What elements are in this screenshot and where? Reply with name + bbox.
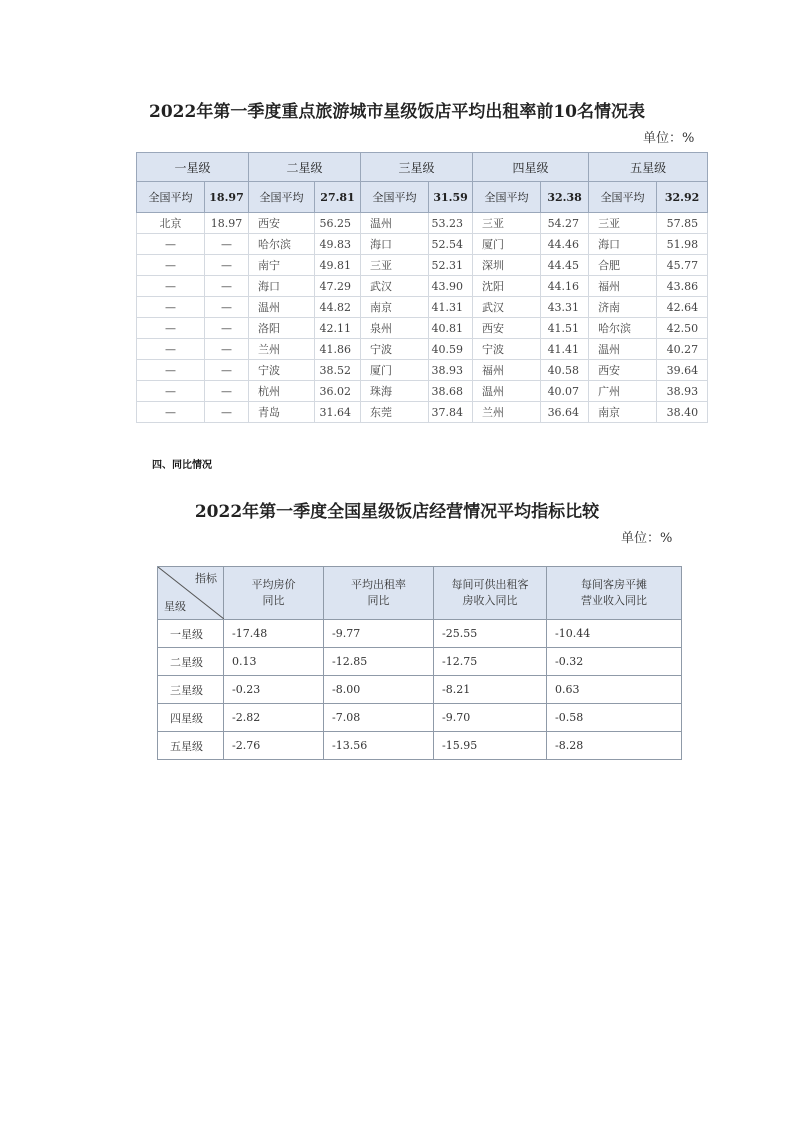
- city-cell: —: [137, 276, 205, 297]
- indicator-value-cell: -13.56: [324, 732, 434, 760]
- indicator-value-cell: -8.28: [547, 732, 682, 760]
- table1-unit: 单位：%: [643, 131, 695, 146]
- city-cell: 海口: [249, 276, 315, 297]
- section-heading: 四、同比情况: [152, 460, 212, 471]
- rate-cell: 42.50: [657, 318, 708, 339]
- table1-title: 2022年第一季度重点旅游城市星级饭店平均出租率前10名情况表: [149, 102, 645, 122]
- avg-value: 32.38: [541, 182, 589, 213]
- star-level-cell: 二星级: [158, 648, 224, 676]
- rate-cell: 41.51: [541, 318, 589, 339]
- indicator-header: 平均房价 同比: [224, 567, 324, 620]
- level-header: 一星级: [137, 153, 249, 182]
- rate-cell: —: [205, 297, 249, 318]
- city-cell: 福州: [473, 360, 541, 381]
- city-cell: —: [137, 381, 205, 402]
- city-cell: 海口: [589, 234, 657, 255]
- star-level-cell: 三星级: [158, 676, 224, 704]
- rate-cell: —: [205, 381, 249, 402]
- table-row: [137, 234, 708, 255]
- city-cell: 济南: [589, 297, 657, 318]
- table-row: [158, 732, 682, 760]
- rate-cell: —: [205, 402, 249, 423]
- indicator-header: 每间客房平摊 营业收入同比: [547, 567, 682, 620]
- rate-cell: 47.29: [315, 276, 361, 297]
- table-row: [158, 648, 682, 676]
- rate-cell: 36.64: [541, 402, 589, 423]
- rate-cell: —: [205, 234, 249, 255]
- top10-occupancy-table: [136, 152, 708, 423]
- indicator-value-cell: -0.23: [224, 676, 324, 704]
- table-row: [137, 213, 708, 234]
- city-cell: 泉州: [361, 318, 429, 339]
- indicator-value-cell: -2.82: [224, 704, 324, 732]
- rate-cell: 44.82: [315, 297, 361, 318]
- rate-cell: 40.27: [657, 339, 708, 360]
- rate-cell: 38.40: [657, 402, 708, 423]
- city-cell: 西安: [249, 213, 315, 234]
- rate-cell: —: [205, 255, 249, 276]
- rate-cell: 40.58: [541, 360, 589, 381]
- rate-cell: —: [205, 339, 249, 360]
- city-cell: 三亚: [473, 213, 541, 234]
- corner-top-label: 指标: [195, 572, 217, 585]
- rate-cell: 41.41: [541, 339, 589, 360]
- rate-cell: 43.31: [541, 297, 589, 318]
- table-row: [158, 620, 682, 648]
- avg-value: 27.81: [315, 182, 361, 213]
- city-cell: 哈尔滨: [249, 234, 315, 255]
- indicator-value-cell: -2.76: [224, 732, 324, 760]
- indicator-value-cell: -12.75: [434, 648, 547, 676]
- rate-cell: 43.86: [657, 276, 708, 297]
- city-cell: 杭州: [249, 381, 315, 402]
- rate-cell: 54.27: [541, 213, 589, 234]
- table-row: [137, 255, 708, 276]
- city-cell: 洛阳: [249, 318, 315, 339]
- city-cell: 温州: [589, 339, 657, 360]
- avg-label: 全国平均: [473, 182, 541, 213]
- avg-value: 32.92: [657, 182, 708, 213]
- yoy-indicator-table: [157, 566, 682, 760]
- rate-cell: 53.23: [429, 213, 473, 234]
- table-row: [137, 297, 708, 318]
- indicator-header: 每间可供出租客 房收入同比: [434, 567, 547, 620]
- indicator-value-cell: -12.85: [324, 648, 434, 676]
- city-cell: 北京: [137, 213, 205, 234]
- city-cell: 深圳: [473, 255, 541, 276]
- rate-cell: 40.07: [541, 381, 589, 402]
- indicator-value-cell: -0.58: [547, 704, 682, 732]
- rate-cell: 41.86: [315, 339, 361, 360]
- rate-cell: 52.31: [429, 255, 473, 276]
- avg-value: 31.59: [429, 182, 473, 213]
- rate-cell: —: [205, 360, 249, 381]
- top10-table-body: [137, 213, 708, 423]
- indicator-value-cell: -25.55: [434, 620, 547, 648]
- national-average-row: [137, 182, 708, 213]
- city-cell: 东莞: [361, 402, 429, 423]
- indicator-value-cell: -15.95: [434, 732, 547, 760]
- city-cell: 海口: [361, 234, 429, 255]
- star-level-cell: 一星级: [158, 620, 224, 648]
- level-header: 三星级: [361, 153, 473, 182]
- avg-value: 18.97: [205, 182, 249, 213]
- city-cell: 广州: [589, 381, 657, 402]
- table-row: [137, 381, 708, 402]
- city-cell: 武汉: [473, 297, 541, 318]
- city-cell: 兰州: [473, 402, 541, 423]
- city-cell: 厦门: [361, 360, 429, 381]
- diagonal-header-cell: [158, 567, 224, 620]
- city-cell: 青岛: [249, 402, 315, 423]
- city-cell: 温州: [249, 297, 315, 318]
- indicator-value-cell: -9.70: [434, 704, 547, 732]
- city-cell: —: [137, 318, 205, 339]
- indicator-value-cell: -10.44: [547, 620, 682, 648]
- city-cell: 西安: [473, 318, 541, 339]
- table2-unit: 单位：%: [621, 531, 673, 546]
- city-cell: —: [137, 339, 205, 360]
- level-header: 四星级: [473, 153, 589, 182]
- rate-cell: 42.11: [315, 318, 361, 339]
- city-cell: 合肥: [589, 255, 657, 276]
- rate-cell: 18.97: [205, 213, 249, 234]
- indicator-value-cell: 0.13: [224, 648, 324, 676]
- indicator-value-cell: -0.32: [547, 648, 682, 676]
- city-cell: 武汉: [361, 276, 429, 297]
- indicator-value-cell: -8.21: [434, 676, 547, 704]
- rate-cell: 39.64: [657, 360, 708, 381]
- rate-cell: 36.02: [315, 381, 361, 402]
- rate-cell: 44.45: [541, 255, 589, 276]
- table-row: [137, 360, 708, 381]
- city-cell: 南京: [589, 402, 657, 423]
- table-row: [137, 402, 708, 423]
- city-cell: 西安: [589, 360, 657, 381]
- indicator-header-row: [158, 567, 682, 620]
- table-row: [158, 676, 682, 704]
- rate-cell: 38.93: [657, 381, 708, 402]
- rate-cell: 38.93: [429, 360, 473, 381]
- city-cell: 温州: [473, 381, 541, 402]
- star-level-cell: 五星级: [158, 732, 224, 760]
- table-row: [137, 318, 708, 339]
- star-level-header-row: [137, 153, 708, 182]
- rate-cell: 37.84: [429, 402, 473, 423]
- table2-title: 2022年第一季度全国星级饭店经营情况平均指标比较: [194, 502, 600, 522]
- rate-cell: 31.64: [315, 402, 361, 423]
- city-cell: —: [137, 360, 205, 381]
- city-cell: 沈阳: [473, 276, 541, 297]
- table-row: [158, 704, 682, 732]
- rate-cell: 38.52: [315, 360, 361, 381]
- indicator-table-body: [158, 620, 682, 760]
- indicator-value-cell: -17.48: [224, 620, 324, 648]
- rate-cell: 45.77: [657, 255, 708, 276]
- indicator-value-cell: -7.08: [324, 704, 434, 732]
- avg-label: 全国平均: [137, 182, 205, 213]
- indicator-header: 平均出租率 同比: [324, 567, 434, 620]
- avg-label: 全国平均: [361, 182, 429, 213]
- rate-cell: 38.68: [429, 381, 473, 402]
- city-cell: 珠海: [361, 381, 429, 402]
- rate-cell: —: [205, 318, 249, 339]
- corner-bottom-label: 星级: [164, 600, 186, 613]
- level-header: 二星级: [249, 153, 361, 182]
- avg-label: 全国平均: [249, 182, 315, 213]
- city-cell: 三亚: [589, 213, 657, 234]
- city-cell: 哈尔滨: [589, 318, 657, 339]
- rate-cell: 43.90: [429, 276, 473, 297]
- city-cell: 南宁: [249, 255, 315, 276]
- rate-cell: —: [205, 276, 249, 297]
- rate-cell: 57.85: [657, 213, 708, 234]
- city-cell: 宁波: [473, 339, 541, 360]
- rate-cell: 42.64: [657, 297, 708, 318]
- city-cell: 宁波: [361, 339, 429, 360]
- level-header: 五星级: [589, 153, 708, 182]
- indicator-value-cell: 0.63: [547, 676, 682, 704]
- city-cell: 三亚: [361, 255, 429, 276]
- rate-cell: 40.81: [429, 318, 473, 339]
- rate-cell: 49.81: [315, 255, 361, 276]
- city-cell: 宁波: [249, 360, 315, 381]
- city-cell: —: [137, 234, 205, 255]
- indicator-value-cell: -8.00: [324, 676, 434, 704]
- rate-cell: 41.31: [429, 297, 473, 318]
- star-level-cell: 四星级: [158, 704, 224, 732]
- table-row: [137, 276, 708, 297]
- city-cell: 温州: [361, 213, 429, 234]
- city-cell: 厦门: [473, 234, 541, 255]
- city-cell: 南京: [361, 297, 429, 318]
- city-cell: 兰州: [249, 339, 315, 360]
- rate-cell: 52.54: [429, 234, 473, 255]
- city-cell: —: [137, 255, 205, 276]
- table-row: [137, 339, 708, 360]
- city-cell: —: [137, 402, 205, 423]
- rate-cell: 40.59: [429, 339, 473, 360]
- city-cell: 福州: [589, 276, 657, 297]
- rate-cell: 49.83: [315, 234, 361, 255]
- avg-label: 全国平均: [589, 182, 657, 213]
- rate-cell: 44.16: [541, 276, 589, 297]
- indicator-value-cell: -9.77: [324, 620, 434, 648]
- rate-cell: 44.46: [541, 234, 589, 255]
- rate-cell: 56.25: [315, 213, 361, 234]
- city-cell: —: [137, 297, 205, 318]
- rate-cell: 51.98: [657, 234, 708, 255]
